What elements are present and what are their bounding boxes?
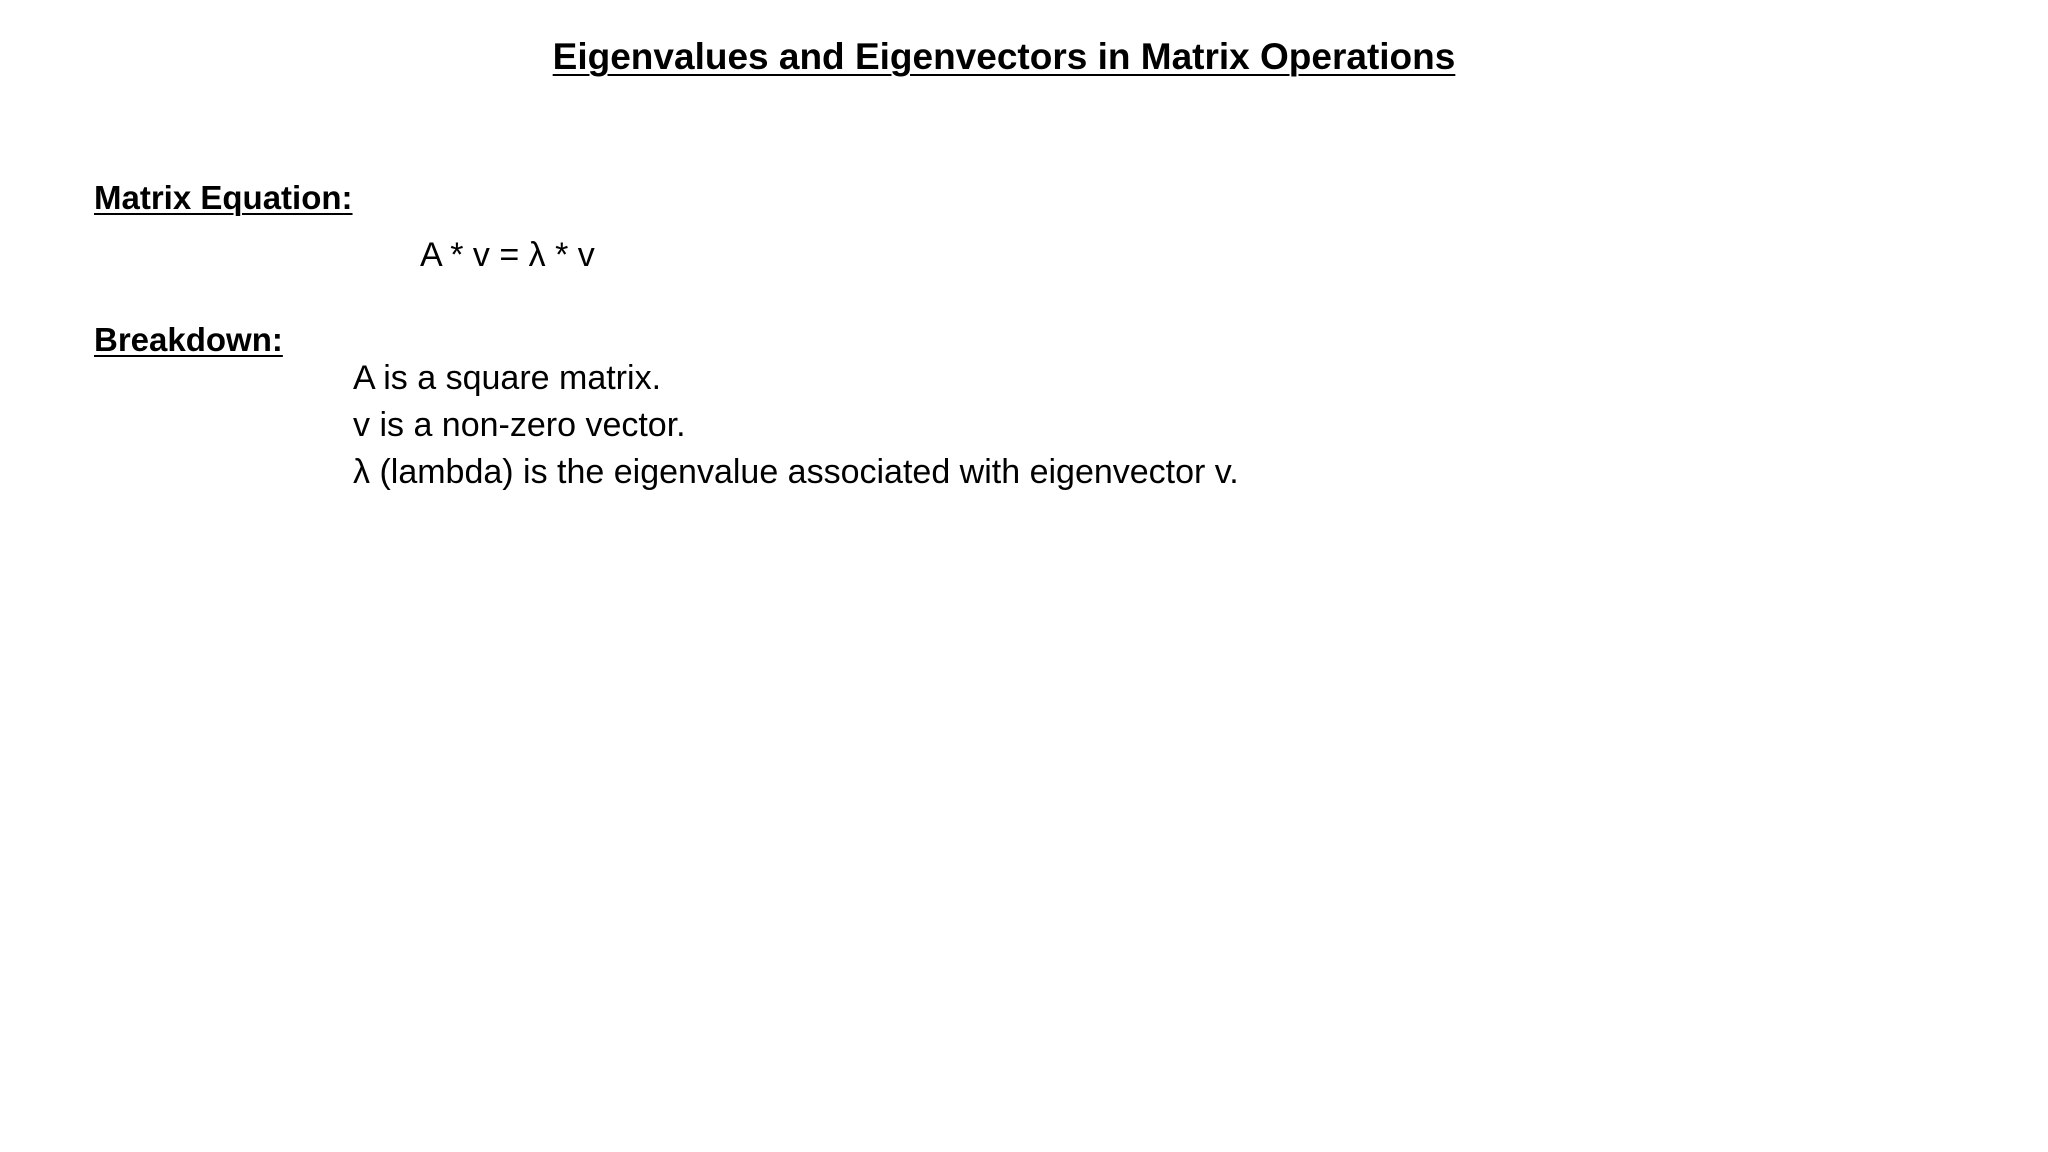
breakdown-heading: Breakdown:	[94, 321, 283, 358]
breakdown-item-eigenvalue: λ (lambda) is the eigenvalue associated with eigenvector v.	[353, 453, 1239, 491]
breakdown-item-square-matrix: A is a square matrix.	[353, 359, 662, 397]
breakdown-item-nonzero-vector: v is a non-zero vector.	[353, 406, 686, 444]
matrix-equation-heading: Matrix Equation:	[94, 179, 353, 216]
matrix-equation: A * v = λ * v	[420, 236, 595, 274]
breakdown-list	[353, 355, 1239, 496]
slide-title: Eigenvalues and Eigenvectors in Matrix Operations	[552, 36, 1456, 77]
